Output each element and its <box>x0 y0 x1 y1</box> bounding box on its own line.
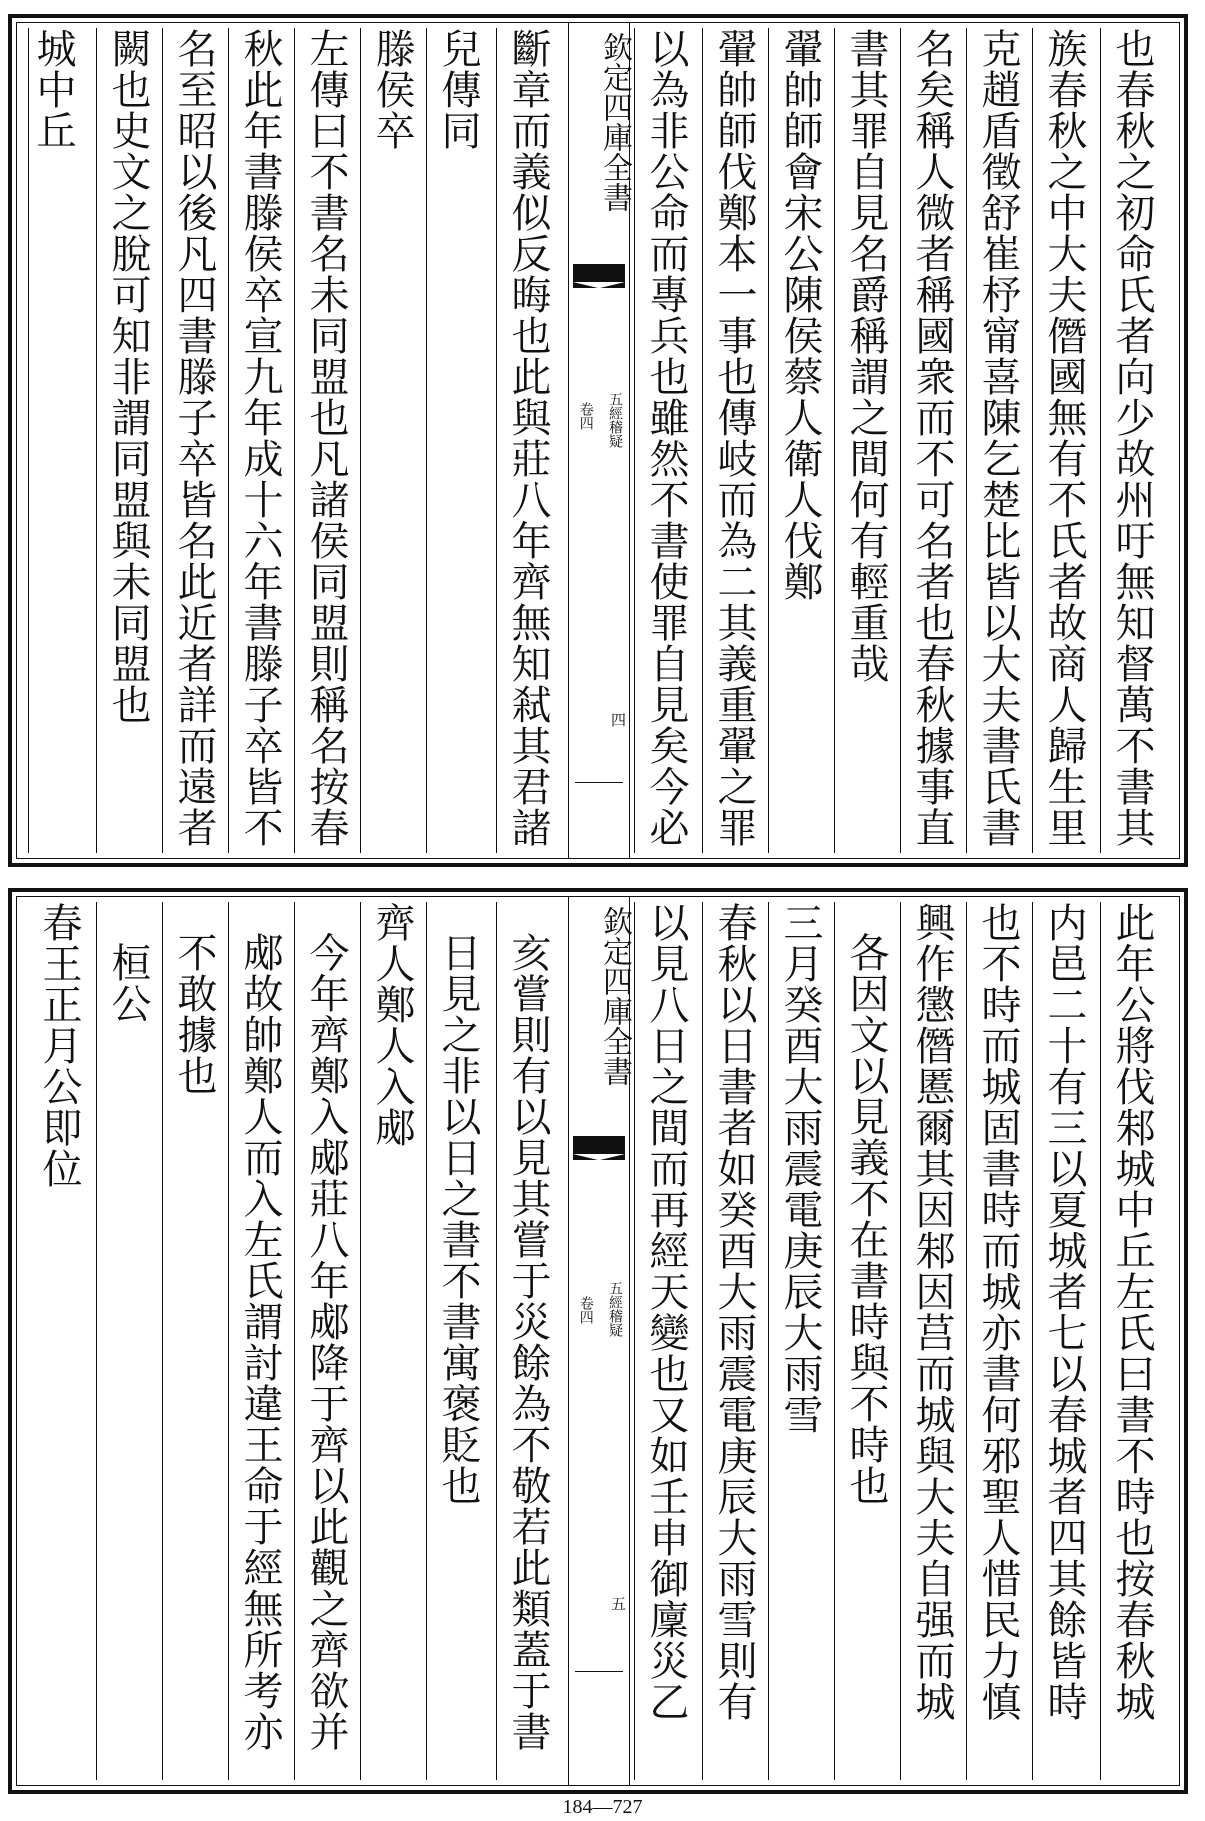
text-column <box>1032 28 1095 853</box>
center-fold <box>568 22 630 859</box>
fishtail-mark <box>573 264 625 282</box>
text-column <box>702 902 765 1780</box>
column-text: 日見之非以日之書不書寓褒貶也 <box>435 932 481 1506</box>
column-text: 翬帥師伐鄭本一事也傳岐而為二其義重翬之罪 <box>711 28 757 848</box>
library-title: 欽定四庫全書 <box>597 906 632 1086</box>
column-text: 書其罪自見名爵稱謂之間何有輕重哉 <box>843 28 889 684</box>
text-column <box>294 902 357 1780</box>
text-column <box>834 28 897 853</box>
column-text: 各因文以見義不在書時與不時也 <box>843 932 889 1506</box>
text-column <box>702 28 765 853</box>
column-text: 左傳曰不書名未同盟也凡諸侯同盟則稱名按春 <box>303 28 349 848</box>
column-text: 族春秋之中大夫僭國無有不氏者故商人歸生里 <box>1041 28 1087 848</box>
column-text: 也不時而城固書時而城亦書何邪聖人惜民力慎 <box>975 902 1021 1722</box>
page-number: 五 <box>609 1596 627 1611</box>
column-heading: 滕侯卒 <box>369 28 415 151</box>
bottom-page <box>8 888 1188 1794</box>
text-column <box>28 28 77 853</box>
text-column <box>768 902 831 1780</box>
text-column <box>426 28 489 853</box>
text-column <box>96 902 159 1780</box>
text-column <box>900 28 963 853</box>
text-column <box>426 902 489 1780</box>
column-text: 秋此年書滕侯卒宣九年成十六年書滕子卒皆不 <box>237 28 283 848</box>
column-text: 春秋以日書者如癸酉大雨震電庚辰大雨雪則有 <box>711 902 757 1722</box>
volume-title: 五經稽疑 <box>607 1281 623 1337</box>
center-fold <box>568 896 630 1786</box>
fold-line <box>575 782 623 783</box>
column-text: 今年齊鄭入郕莊八年郕降于齊以此觀之齊欲并 <box>303 932 349 1752</box>
text-column <box>228 28 291 853</box>
column-heading: 翬帥師會宋公陳侯蔡人衛人伐鄭 <box>777 28 823 602</box>
text-column <box>294 28 357 853</box>
column-text: 克趙盾徵舒崔杼甯喜陳乞楚比皆以大夫書氏書 <box>975 28 1021 848</box>
text-column <box>1032 902 1095 1780</box>
text-column <box>966 28 1029 853</box>
page-number: 四 <box>609 712 627 727</box>
column-text: 名至昭以後凡四書滕子卒皆名此近者詳而遠者 <box>171 28 217 848</box>
text-column <box>634 28 697 853</box>
column-text: 春王正月公即位 <box>36 902 82 1189</box>
text-column <box>1100 902 1163 1780</box>
column-text: 以見八日之間而再經天變也又如壬申御廩災乙 <box>643 902 689 1722</box>
text-column <box>634 902 697 1780</box>
column-text: 兒傳同 <box>435 28 481 151</box>
volume-number: 卷四 <box>577 1296 594 1324</box>
fishtail-mark <box>573 1136 625 1154</box>
top-page <box>8 14 1188 867</box>
column-text: 内邑二十有三以夏城者七以春城者四其餘皆時 <box>1041 902 1087 1722</box>
column-text: 亥嘗則有以見其嘗于災餘為不敬若此類蓋于書 <box>505 932 551 1752</box>
text-column <box>966 902 1029 1780</box>
text-column <box>96 28 159 853</box>
text-column <box>228 902 291 1780</box>
page-label: 184—727 <box>562 1796 643 1818</box>
column-text: 興作懲僭慝爾其因邾因莒而城與大夫自强而城 <box>909 902 955 1722</box>
text-column <box>162 902 225 1780</box>
text-column <box>162 28 225 853</box>
column-text: 也春秋之初命氏者向少故州吁無知督萬不書其 <box>1109 28 1155 848</box>
text-column <box>1100 28 1163 853</box>
column-heading: 齊人鄭人入郕 <box>369 902 415 1148</box>
column-text: 城中丘 <box>30 28 76 151</box>
text-column <box>360 28 423 853</box>
text-column <box>900 902 963 1780</box>
column-heading: 三月癸酉大雨震電庚辰大雨雪 <box>777 902 823 1435</box>
fold-line <box>575 1671 623 1672</box>
text-column <box>496 28 559 853</box>
library-title: 欽定四庫全書 <box>597 32 632 212</box>
column-text: 闕也史文之脫可知非謂同盟與未同盟也 <box>105 28 151 725</box>
column-text: 不敢據也 <box>171 932 217 1096</box>
column-text: 郕故帥鄭人而入左氏謂討違王命于經無所考亦 <box>237 932 283 1752</box>
text-column <box>360 902 423 1780</box>
column-text: 斷章而義似反晦也此與莊八年齊無知弒其君諸 <box>505 28 551 848</box>
text-column <box>834 902 897 1780</box>
volume-title: 五經稽疑 <box>607 392 623 448</box>
column-heading: 桓公 <box>105 942 151 1024</box>
column-text: 此年公將伐邾城中丘左氏曰書不時也按春秋城 <box>1109 902 1155 1722</box>
column-text: 以為非公命而專兵也雖然不書使罪自見矣今必 <box>643 28 689 848</box>
text-column <box>28 902 90 1780</box>
text-column <box>768 28 831 853</box>
volume-number: 卷四 <box>577 402 594 430</box>
column-text: 名矣稱人微者稱國衆而不可名者也春秋據事直 <box>909 28 955 848</box>
text-column <box>496 902 559 1780</box>
